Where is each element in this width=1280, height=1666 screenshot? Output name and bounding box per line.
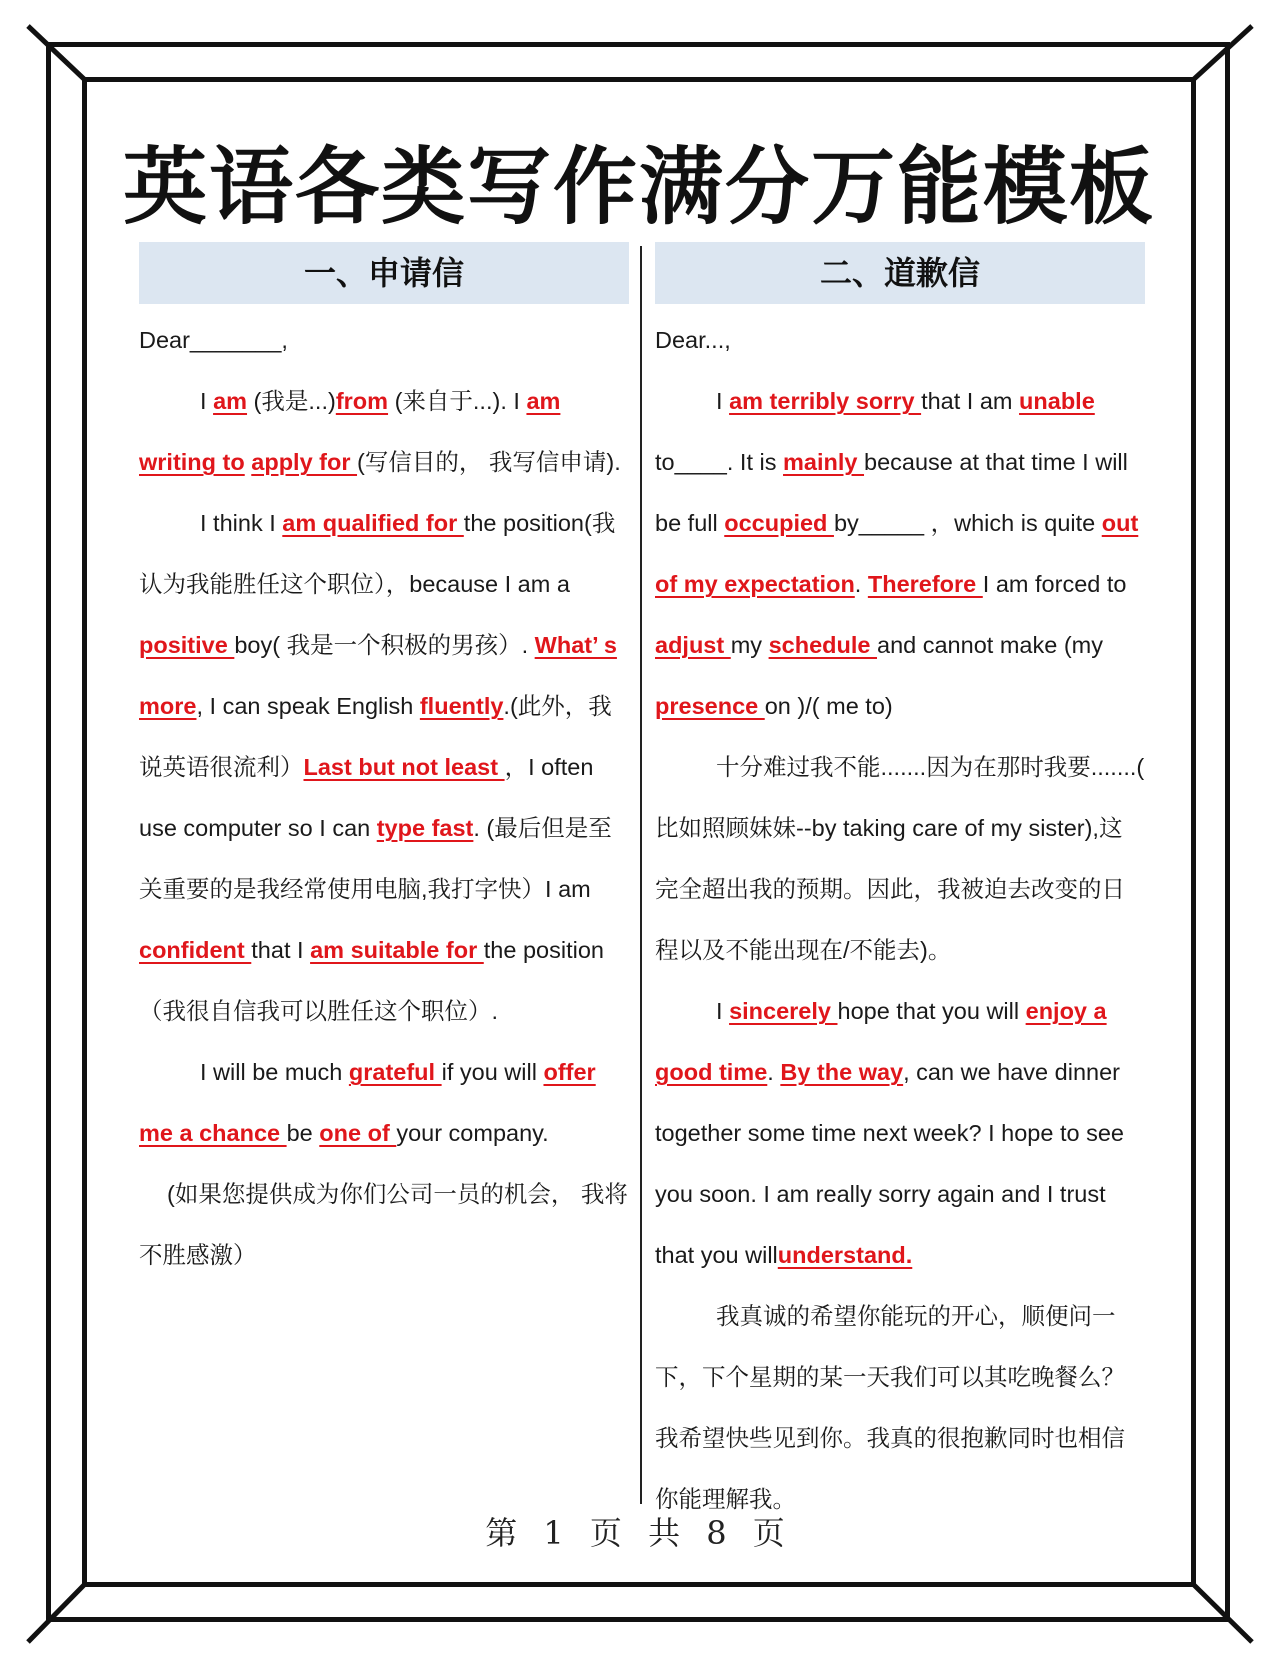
text-segment: by_____ ，which is quite [833, 510, 1102, 536]
text-segment: , can we have dinner together some time next week? I hope to see you soon. I am really sorry again and I trust that you will [655, 1059, 1124, 1268]
key-phrase: offer me a chance [139, 1059, 596, 1146]
text-segment: 我真诚的希望你能玩的开心，顺便问一下，下个星期的某一天我们可以其吃晚餐么？我希望快些见到你。我真的很抱歉同时也相信你能理解我。 [655, 1303, 1125, 1512]
text-segment: .(此外，我说英语很流利） [139, 693, 612, 780]
text-segment: (我是...) [247, 388, 336, 414]
page-number: 第 1 页 共 8 页 [485, 1514, 793, 1552]
key-phrase: occupied [724, 510, 834, 536]
text-segment: I [716, 998, 730, 1024]
left-paragraph [139, 1164, 629, 1286]
text-segment: , I can speak English [196, 693, 420, 719]
text-segment: be [286, 1120, 320, 1146]
key-phrase: confident [139, 937, 252, 963]
key-phrase: am terribly sorry [729, 388, 922, 414]
left-paragraph [139, 310, 629, 371]
right-paragraph [655, 310, 1145, 371]
key-phrase: What’ s more [139, 632, 617, 719]
key-phrase: one of [319, 1120, 397, 1146]
text-segment: to____. It is [655, 449, 784, 475]
page-title: 英语各类写作满分万能模板 [122, 138, 1155, 236]
key-phrase: By the way [780, 1059, 904, 1085]
key-phrase: enjoy a good time [655, 998, 1107, 1085]
text-segment: on )/( me to) [764, 693, 893, 719]
text-segment: 十分难过我不能.......因为在那时我要.......( 比如照顾妹妹--by taking care of my sister),这完全超出我的预期。因此，我被迫去改变的日程以及不能出现在/不能去)。 [655, 754, 1145, 963]
key-phrase: sincerely [729, 998, 838, 1024]
key-phrase: adjust [655, 632, 731, 658]
text-segment: Dear..., [655, 327, 731, 353]
key-phrase: am [213, 388, 248, 414]
key-phrase: am [526, 388, 561, 414]
text-segment: . [854, 571, 868, 597]
key-phrase: writing to [139, 449, 245, 475]
text-segment: I will be much [200, 1059, 349, 1085]
text-segment: that I am [921, 388, 1020, 414]
left-paragraph [139, 493, 629, 1042]
text-segment: (如果您提供成为你们公司一员的机会， 我将不胜感激） [139, 1181, 628, 1268]
apology-letter-column [655, 242, 1145, 1530]
text-segment: the position(我认为我能胜任这个职位），because I am a [139, 510, 616, 597]
key-phrase: am suitable for [310, 937, 484, 963]
text-segment: Dear_______, [139, 327, 288, 353]
text-segment: if you will [441, 1059, 544, 1085]
key-phrase: out of my expectation [655, 510, 1139, 597]
key-phrase: type fast [376, 815, 474, 841]
left-paragraph [139, 1042, 629, 1164]
key-phrase: fluently [419, 693, 504, 719]
apology-letter-header: 二、道歉信 [655, 242, 1145, 304]
text-segment: I [716, 388, 730, 414]
text-segment: and cannot make (my [877, 632, 1103, 658]
left-paragraph [139, 371, 629, 493]
right-paragraph [655, 981, 1145, 1286]
text-segment: the position（我很自信我可以胜任这个职位）. [139, 937, 604, 1024]
text-segment: ，I often use computer so I can [139, 754, 594, 841]
key-phrase: apply for [251, 449, 358, 475]
text-segment: (写信目的， 我写信申请). [357, 449, 621, 475]
key-phrase: Therefore [867, 571, 983, 597]
apology-letter-body [655, 310, 1145, 1530]
text-segment: because at that time I will be full [655, 449, 1128, 536]
key-phrase: unable [1019, 388, 1095, 414]
text-segment: that I [251, 937, 311, 963]
right-paragraph [655, 371, 1145, 737]
key-phrase: grateful [348, 1059, 442, 1085]
text-segment: hope that you will [837, 998, 1026, 1024]
key-phrase: mainly [783, 449, 865, 475]
text-segment: . (最后但是至关重要的是我经常使用电脑,我打字快）I am [139, 815, 612, 902]
key-phrase: positive [139, 632, 235, 658]
text-segment: . [767, 1059, 781, 1085]
text-segment: I think I [200, 510, 283, 536]
application-letter-column [139, 242, 629, 1286]
text-segment: your company. [396, 1120, 549, 1146]
key-phrase: understand. [777, 1242, 913, 1268]
right-paragraph [655, 737, 1145, 981]
application-letter-body [139, 310, 629, 1286]
text-segment: boy( 我是一个积极的男孩）. [234, 632, 535, 658]
text-segment: I [200, 388, 214, 414]
text-segment: my [730, 632, 769, 658]
application-letter-header: 一、申请信 [139, 242, 629, 304]
text-segment: (来自于...). I [388, 388, 527, 414]
key-phrase: schedule [768, 632, 877, 658]
text-segment: I am forced to [982, 571, 1127, 597]
key-phrase: Last but not least [303, 754, 505, 780]
key-phrase: from [335, 388, 389, 414]
key-phrase: presence [655, 693, 765, 719]
column-divider [640, 246, 642, 1504]
key-phrase: am qualified for [282, 510, 464, 536]
right-paragraph [655, 1286, 1145, 1530]
